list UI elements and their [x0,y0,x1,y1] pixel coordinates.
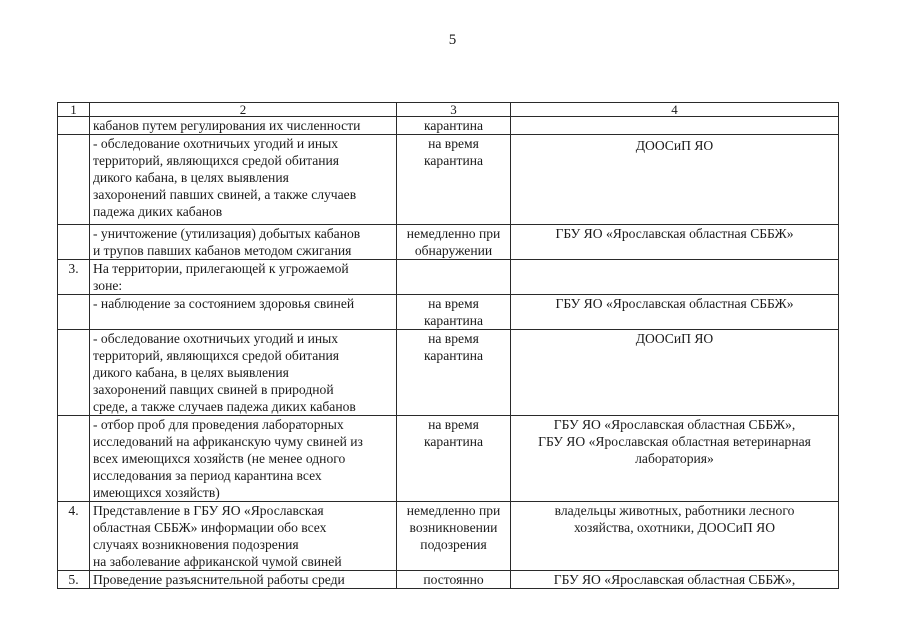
row-number [58,135,90,225]
header-col-2: 2 [90,103,397,117]
row-responsible [511,260,839,295]
row-number: 3. [58,260,90,295]
row-time: на время карантина [397,135,511,225]
row-action: Проведение разъяснительной работы среди [90,571,397,589]
table-row [58,260,839,295]
row-action: Представление в ГБУ ЯО «Ярославская областная СББЖ» информации обо всех случаях возникновения подозрения на заболевание африканской чумой свиней [90,502,397,571]
page-number: 5 [448,32,457,48]
row-responsible: ГБУ ЯО «Ярославская областная СББЖ», ГБУ ЯО «Ярославская областная ветеринарная лаборатория» [511,416,839,502]
row-number [58,295,90,330]
row-number [58,416,90,502]
row-action: - отбор проб для проведения лабораторных исследований на африканскую чуму свиней из всех имеющихся хозяйств (не менее одного исследования за период карантина всех имеющихся хозяйств) [90,416,397,502]
row-action: На территории, прилегающей к угрожаемой зоне: [90,260,397,295]
row-time: немедленно при обнаружении [397,225,511,260]
table-row [58,117,839,135]
row-time: постоянно [397,571,511,589]
table-row [58,502,839,571]
row-number: 5. [58,571,90,589]
row-action: - уничтожение (утилизация) добытых кабанов и трупов павших кабанов методом сжигания [90,225,397,260]
measures-table [57,102,839,589]
row-time: карантина [397,117,511,135]
row-responsible: ГБУ ЯО «Ярославская областная СББЖ» [511,295,839,330]
table-row [58,330,839,416]
row-action: - наблюдение за состоянием здоровья свиней [90,295,397,330]
row-number [58,330,90,416]
table-header-row [58,103,839,117]
row-action: - обследование охотничьих угодий и иных территорий, являющихся средой обитания дикого кабана, в целях выявления захоронений павших свиней, а также случаев падежа диких кабанов [90,135,397,225]
row-time: на время карантина [397,416,511,502]
row-time: немедленно при возникновении подозрения [397,502,511,571]
table-row [58,135,839,225]
row-number: 4. [58,502,90,571]
header-col-1: 1 [58,103,90,117]
table-row [58,295,839,330]
row-number [58,225,90,260]
row-responsible: ДООСиП ЯО [511,330,839,416]
row-responsible: ГБУ ЯО «Ярославская областная СББЖ», [511,571,839,589]
row-responsible: ГБУ ЯО «Ярославская областная СББЖ» [511,225,839,260]
table-row [58,225,839,260]
table-row [58,571,839,589]
header-col-4: 4 [511,103,839,117]
row-responsible: владельцы животных, работники лесного хозяйства, охотники, ДООСиП ЯО [511,502,839,571]
header-col-3: 3 [397,103,511,117]
row-responsible: ДООСиП ЯО [511,135,839,225]
row-action: - обследование охотничьих угодий и иных территорий, являющихся средой обитания дикого кабана, в целях выявления захоронений павщих свиней в природной среде, а также случаев падежа диких кабанов [90,330,397,416]
row-responsible [511,117,839,135]
row-action: кабанов путем регулирования их численности [90,117,397,135]
table-row [58,416,839,502]
row-time: на время карантина [397,295,511,330]
row-time [397,260,511,295]
row-number [58,117,90,135]
row-time: на время карантина [397,330,511,416]
